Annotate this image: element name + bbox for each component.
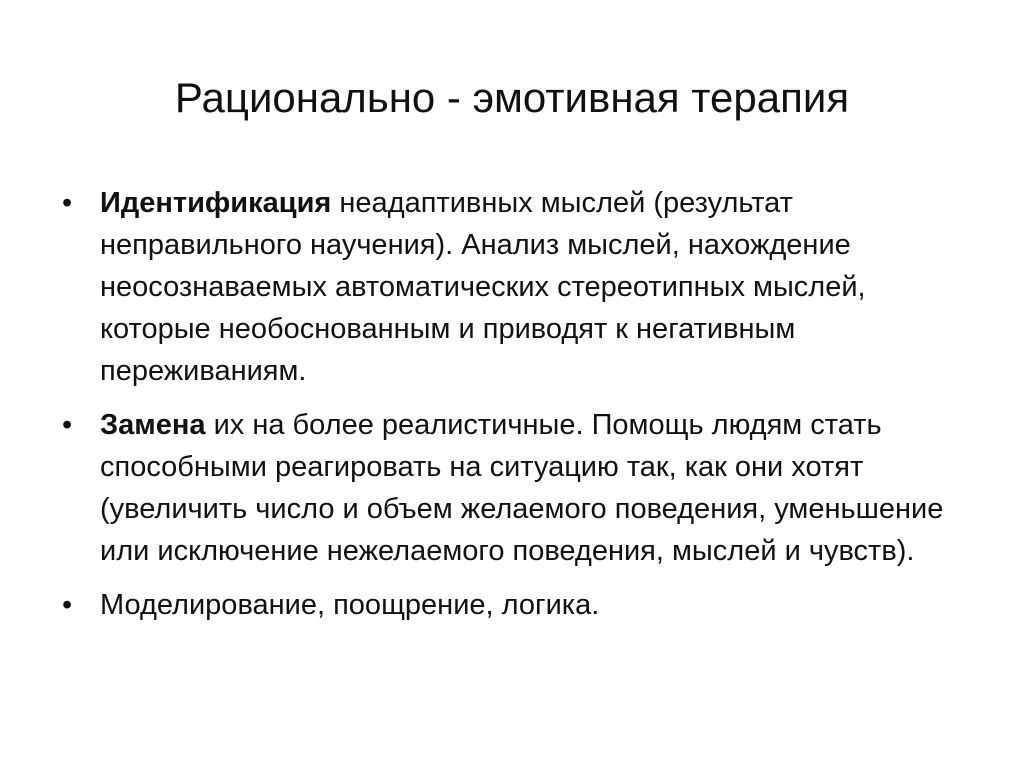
bullet-lead-text: Замена (100, 409, 206, 441)
bullet-dot-icon: • (62, 409, 73, 441)
bullet-dot-icon: • (62, 589, 73, 621)
bullet-list (62, 182, 962, 638)
bullet-body-text: неадаптивных мыслей (результат неправильного научения). Анализ мыслей, нахождение неосознаваемых автоматических стереотипных мыслей, которые необоснованным и приводят к негативным переживаниям. (100, 187, 866, 387)
bullet-lead-text: Идентификация (100, 187, 332, 219)
bullet-item-replacement (62, 404, 962, 572)
bullet-body-text: их на более реалистичные. Помощь людям стать способными реагировать на ситуацию так, как они хотят (увеличить число и объем желаемого поведения, уменьшение или исключение нежелаемого поведения, мыслей и чувств). (100, 409, 944, 567)
bullet-item-methods (62, 584, 962, 626)
bullet-item-identification (62, 182, 962, 392)
slide-title: Рационально - эмотивная терапия (174, 74, 850, 121)
bullet-body-text: Моделирование, поощрение, логика. (100, 589, 600, 621)
bullet-dot-icon: • (62, 187, 73, 219)
